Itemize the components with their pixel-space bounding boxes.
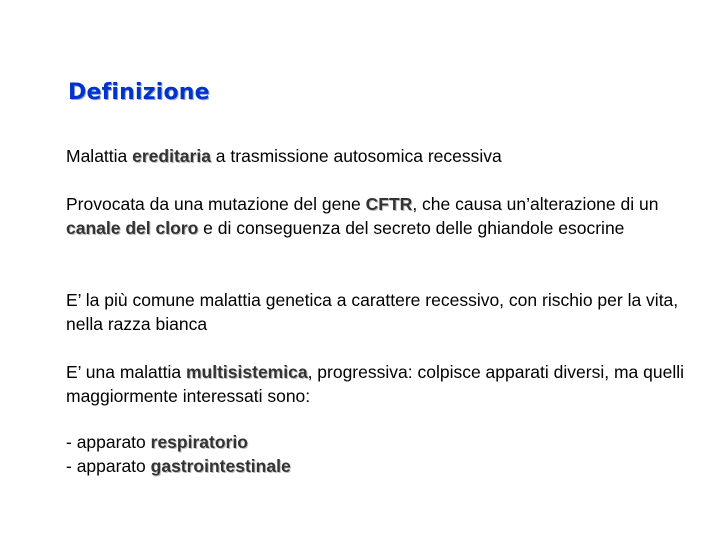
list-item-respiratorio [66, 432, 248, 452]
definition-paragraph [66, 144, 686, 168]
text-segment: , che causa un’alterazione di un [412, 194, 659, 214]
apparatus-list [66, 430, 686, 478]
multisystem-paragraph [66, 360, 686, 408]
emphasis-cftr: CFTR [365, 194, 413, 214]
text-segment: , progressiva: colpisce apparati diversi, ma quelli maggiormente interessati sono: [66, 362, 684, 406]
list-item-gastrointestinale [66, 456, 291, 476]
text-segment: E’ una malattia [66, 362, 186, 382]
emphasis-canale-del-cloro: canale del cloro [66, 218, 199, 238]
slide-title: Definizione [68, 80, 210, 105]
text-segment: Provocata da una mutazione del gene [66, 194, 366, 214]
frequency-paragraph [66, 288, 686, 336]
text-segment: e di conseguenza del secreto delle ghiandole esocrine [198, 218, 625, 238]
text-segment: Malattia [66, 146, 133, 166]
emphasis-ereditaria: ereditaria [132, 146, 211, 166]
text-segment: a trasmissione autosomica recessiva [210, 146, 502, 166]
text-segment: - apparato [66, 456, 151, 476]
cause-paragraph [66, 192, 686, 240]
text-segment: E’ la più comune malattia genetica a carattere recessivo, con rischio per la vita, nella razza bianca [66, 290, 679, 334]
emphasis-multisistemica: multisistemica [185, 362, 308, 382]
emphasis-respiratorio: respiratorio [150, 432, 248, 452]
text-segment: - apparato [66, 432, 151, 452]
emphasis-gastrointestinale: gastrointestinale [150, 456, 291, 476]
